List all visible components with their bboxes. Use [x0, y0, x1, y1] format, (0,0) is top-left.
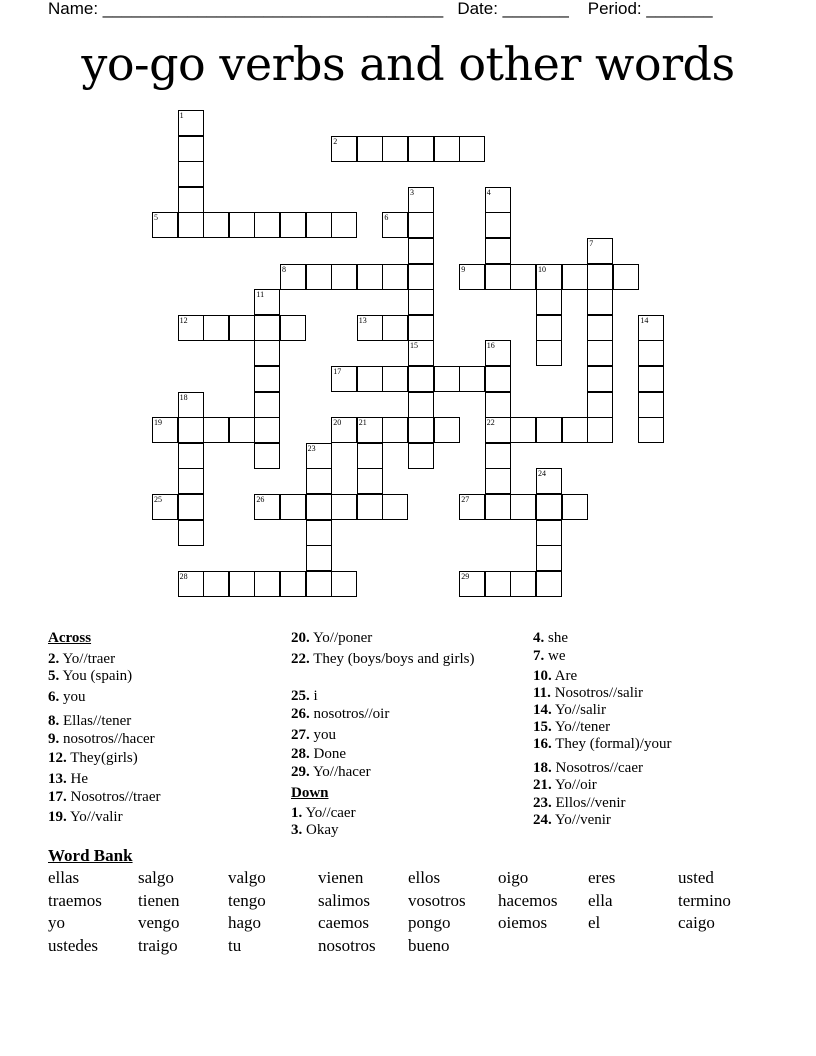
crossword-cell[interactable]	[357, 264, 383, 290]
clue-number: 6.	[48, 689, 60, 705]
crossword-cell[interactable]	[408, 238, 434, 264]
crossword-cell[interactable]	[459, 136, 485, 162]
crossword-cell[interactable]	[254, 443, 280, 469]
across-clue	[291, 706, 521, 723]
crossword-cell[interactable]	[459, 494, 485, 520]
crossword-cell[interactable]	[408, 443, 434, 469]
crossword-cell[interactable]	[536, 545, 562, 571]
crossword-cell[interactable]	[510, 264, 536, 290]
across-clue	[48, 668, 278, 685]
crossword-cell[interactable]	[203, 417, 229, 443]
clue-text: she	[544, 630, 568, 646]
crossword-cell[interactable]	[587, 417, 613, 443]
crossword-cell[interactable]	[408, 366, 434, 392]
crossword-cell[interactable]	[152, 494, 178, 520]
word-bank-word: vengo	[138, 913, 180, 932]
crossword-cell[interactable]	[638, 340, 664, 366]
word-bank-word: salgo	[138, 868, 174, 887]
across-clue	[291, 746, 521, 763]
crossword-cell[interactable]	[306, 545, 332, 571]
word-bank-word: valgo	[228, 868, 266, 887]
crossword-cell[interactable]	[203, 571, 229, 597]
crossword-cell[interactable]	[178, 520, 204, 546]
cell-number: 7	[589, 239, 594, 248]
clue-text: Nosotros//caer	[551, 760, 643, 776]
clue-text: Nosotros//salir	[550, 685, 644, 701]
word-bank-word: pongo	[408, 913, 451, 932]
crossword-cell[interactable]	[613, 264, 639, 290]
cell-number: 12	[179, 315, 188, 325]
word-bank-word: el	[588, 913, 601, 932]
cell-number: 6	[384, 213, 389, 223]
crossword-cell[interactable]	[306, 494, 332, 520]
crossword-cell[interactable]	[638, 315, 664, 341]
clue-text: Yo//valir	[66, 809, 123, 825]
crossword-cell[interactable]	[152, 417, 178, 443]
clue-text: Yo//traer	[59, 651, 116, 667]
clue-number: 8.	[48, 713, 60, 729]
crossword-cell[interactable]	[331, 417, 357, 443]
crossword-cell[interactable]	[254, 366, 280, 392]
clue-text: They (boys/boys and girls)	[309, 651, 475, 667]
cell-number: 13	[358, 315, 367, 325]
word-bank-word: nosotros	[318, 936, 376, 955]
word-bank-word: traemos	[48, 891, 102, 910]
across-clue	[48, 651, 278, 668]
crossword-cell[interactable]	[178, 187, 204, 213]
crossword-cell[interactable]	[408, 289, 434, 315]
crossword-cell[interactable]	[229, 315, 255, 341]
clue-text: Yo//caer	[302, 805, 356, 821]
cell-number: 4	[486, 187, 491, 197]
clue-text: Done	[309, 746, 346, 762]
clue-number: 15.	[533, 719, 552, 735]
word-bank-word: bueno	[408, 936, 450, 955]
crossword-cell[interactable]	[382, 212, 408, 238]
cell-number: 3	[410, 187, 414, 197]
crossword-cell[interactable]	[357, 494, 383, 520]
word-bank-word: oiemos	[498, 913, 548, 932]
crossword-cell[interactable]	[408, 212, 434, 238]
clue-number: 4.	[533, 630, 545, 646]
clue-number: 19.	[48, 809, 67, 825]
word-bank-word: termino	[678, 891, 731, 910]
cell-number: 26	[256, 495, 265, 504]
cell-number: 1	[179, 111, 184, 120]
crossword-cell[interactable]	[510, 494, 536, 520]
crossword-cell[interactable]	[178, 417, 204, 443]
crossword-cell[interactable]	[382, 315, 408, 341]
crossword-cell[interactable]	[178, 110, 204, 136]
clue-number: 17.	[48, 789, 67, 805]
word-bank-word: tu	[228, 936, 242, 955]
word-bank-word: caemos	[318, 913, 369, 932]
across-clue	[48, 750, 278, 767]
clue-text: Yo//oir	[551, 777, 597, 793]
crossword-cell[interactable]	[254, 212, 280, 238]
clue-number: 24.	[533, 812, 552, 828]
clue-text: nosotros//hacer	[59, 731, 155, 747]
clue-text: Ellos//venir	[551, 795, 626, 811]
cell-number: 2	[333, 136, 338, 146]
crossword-cell[interactable]	[562, 494, 588, 520]
word-bank-word: vienen	[318, 868, 364, 887]
crossword-cell[interactable]	[536, 520, 562, 546]
crossword-cell[interactable]	[357, 315, 383, 341]
crossword-cell[interactable]	[382, 417, 408, 443]
crossword-cell[interactable]	[306, 468, 332, 494]
cell-number: 22	[486, 418, 495, 428]
clue-text: Nosotros//traer	[66, 789, 161, 805]
crossword-cell[interactable]	[178, 315, 204, 341]
down-clue	[533, 795, 763, 812]
word-bank-word: ella	[588, 891, 613, 910]
crossword-cell[interactable]	[331, 571, 357, 597]
across-clue	[291, 764, 521, 781]
down-clue	[533, 630, 763, 647]
crossword-cell[interactable]	[203, 212, 229, 238]
crossword-cell[interactable]	[306, 212, 332, 238]
crossword-cell[interactable]	[459, 366, 485, 392]
cell-number: 8	[282, 264, 286, 274]
down-clue	[533, 719, 763, 736]
crossword-cell[interactable]	[536, 289, 562, 315]
clue-number: 18.	[533, 760, 552, 776]
crossword-cell[interactable]	[408, 264, 434, 290]
word-bank-word: hago	[228, 913, 262, 932]
crossword-cell[interactable]	[254, 289, 280, 315]
crossword-cell[interactable]	[408, 187, 434, 213]
crossword-cell[interactable]	[178, 212, 204, 238]
word-bank-word: salimos	[318, 891, 370, 910]
word-bank-word: usted	[678, 868, 714, 887]
page-title: yo-go verbs and other words	[81, 37, 735, 91]
clue-number: 9.	[48, 731, 60, 747]
crossword-cell[interactable]	[485, 340, 511, 366]
cell-number: 10	[538, 264, 546, 274]
clue-number: 10.	[533, 668, 552, 684]
crossword-cell[interactable]	[331, 136, 357, 162]
crossword-cell[interactable]	[357, 443, 383, 469]
crossword-cell[interactable]	[638, 366, 664, 392]
clue-text: Okay	[302, 822, 339, 838]
crossword-cell[interactable]	[587, 392, 613, 418]
crossword-cell[interactable]	[178, 161, 204, 187]
down-clue	[291, 805, 521, 822]
crossword-cell[interactable]	[408, 340, 434, 366]
crossword-cell[interactable]	[254, 392, 280, 418]
crossword-cell[interactable]	[306, 571, 332, 597]
clue-number: 7.	[533, 648, 545, 664]
crossword-cell[interactable]	[306, 264, 332, 290]
word-bank-word: ellas	[48, 868, 80, 887]
cell-number: 28	[179, 571, 188, 581]
crossword-cell[interactable]	[587, 366, 613, 392]
crossword-cell[interactable]	[254, 340, 280, 366]
down-clue	[533, 702, 763, 719]
crossword-cell[interactable]	[408, 315, 434, 341]
crossword-cell[interactable]	[306, 443, 332, 469]
across-clue	[291, 688, 521, 705]
across-clue	[48, 789, 278, 806]
clue-text: nosotros//oir	[309, 706, 390, 722]
crossword-cell[interactable]	[229, 212, 255, 238]
crossword-cell[interactable]	[178, 392, 204, 418]
crossword-cell[interactable]	[536, 264, 562, 290]
word-bank-word: traigo	[138, 936, 178, 955]
crossword-cell[interactable]	[357, 366, 383, 392]
down-clue	[533, 812, 763, 829]
crossword-cell[interactable]	[587, 289, 613, 315]
clue-text: Yo//venir	[551, 812, 611, 828]
crossword-cell[interactable]	[587, 264, 613, 290]
crossword-cell[interactable]	[382, 264, 408, 290]
clue-number: 12.	[48, 750, 67, 766]
clue-text: Yo//hacer	[309, 764, 371, 780]
down-clue	[533, 760, 763, 777]
crossword-cell[interactable]	[178, 494, 204, 520]
cell-number: 9	[461, 264, 466, 274]
clue-number: 13.	[48, 771, 67, 787]
crossword-cell[interactable]	[357, 417, 383, 443]
clue-number: 26.	[291, 706, 310, 722]
clue-number: 27.	[291, 727, 310, 743]
word-bank-word: caigo	[678, 913, 715, 932]
crossword-cell[interactable]	[587, 238, 613, 264]
crossword-cell[interactable]	[382, 366, 408, 392]
clue-number: 20.	[291, 630, 310, 646]
down-clue	[533, 736, 763, 753]
crossword-cell[interactable]	[562, 417, 588, 443]
clue-number: 29.	[291, 764, 310, 780]
crossword-cell[interactable]	[152, 212, 178, 238]
crossword-cell[interactable]	[280, 315, 306, 341]
crossword-cell[interactable]	[434, 366, 460, 392]
word-bank-word: tienen	[138, 891, 180, 910]
clue-number: 25.	[291, 688, 310, 704]
clue-number: 2.	[48, 651, 60, 667]
cell-number: 11	[256, 290, 265, 300]
crossword-cell[interactable]	[485, 238, 511, 264]
crossword-cell[interactable]	[434, 136, 460, 162]
clue-text: you	[59, 689, 86, 705]
across-clue	[291, 727, 521, 744]
crossword-cell[interactable]	[638, 417, 664, 443]
crossword-cell[interactable]	[408, 392, 434, 418]
crossword-cell[interactable]	[485, 212, 511, 238]
crossword-cell[interactable]	[203, 315, 229, 341]
clue-text: Yo//poner	[309, 630, 373, 646]
crossword-cell[interactable]	[408, 417, 434, 443]
clue-number: 11.	[533, 685, 551, 701]
crossword-cell[interactable]	[280, 494, 306, 520]
across-clue	[48, 809, 278, 826]
clue-text: Ellas//tener	[59, 713, 132, 729]
cell-number: 18	[179, 392, 188, 402]
word-bank-word: oigo	[498, 868, 529, 887]
crossword-cell[interactable]	[536, 340, 562, 366]
clue-text: They(girls)	[66, 750, 138, 766]
crossword-cell[interactable]	[485, 494, 511, 520]
crossword-cell[interactable]	[357, 468, 383, 494]
crossword-cell[interactable]	[331, 212, 357, 238]
crossword-cell[interactable]	[331, 264, 357, 290]
across-clue	[48, 713, 278, 730]
cell-number: 21	[358, 418, 367, 428]
clue-text: you	[309, 727, 336, 743]
cell-number: 16	[486, 341, 495, 351]
word-bank-word: ellos	[408, 868, 441, 887]
crossword-cell[interactable]	[178, 443, 204, 469]
crossword-cell[interactable]	[536, 417, 562, 443]
cell-number: 15	[410, 341, 418, 351]
crossword-cell[interactable]	[459, 571, 485, 597]
word-bank-word: eres	[588, 868, 616, 887]
crossword-cell[interactable]	[280, 264, 306, 290]
crossword-cell[interactable]	[280, 212, 306, 238]
crossword-cell[interactable]	[485, 417, 511, 443]
clue-number: 22.	[291, 651, 310, 667]
down-heading: Down	[291, 785, 329, 801]
across-clue	[48, 731, 278, 748]
down-clue	[533, 648, 763, 665]
word-bank-word: vosotros	[408, 891, 466, 910]
crossword-cell[interactable]	[485, 264, 511, 290]
clue-text: He	[66, 771, 88, 787]
clue-number: 16.	[533, 736, 552, 752]
crossword-cell[interactable]	[562, 264, 588, 290]
crossword-cell[interactable]	[536, 315, 562, 341]
cell-number: 19	[154, 418, 162, 428]
clue-text: we	[544, 648, 566, 664]
crossword-cell[interactable]	[280, 571, 306, 597]
crossword-cell[interactable]	[485, 392, 511, 418]
crossword-cell[interactable]	[306, 520, 332, 546]
crossword-cell[interactable]	[536, 571, 562, 597]
cell-number: 14	[640, 315, 649, 325]
word-bank-word: hacemos	[498, 891, 558, 910]
crossword-cell[interactable]	[536, 494, 562, 520]
clue-number: 23.	[533, 795, 552, 811]
crossword-cell[interactable]	[485, 443, 511, 469]
word-bank-word: tengo	[228, 891, 266, 910]
crossword-cell[interactable]	[178, 571, 204, 597]
crossword-cell[interactable]	[485, 187, 511, 213]
word-bank-word: ustedes	[48, 936, 99, 955]
clue-number: 5.	[48, 668, 60, 684]
crossword-cell[interactable]	[382, 136, 408, 162]
clue-text: You (spain)	[59, 668, 133, 684]
clue-text: i	[309, 688, 318, 704]
word-bank-heading: Word Bank	[48, 846, 133, 865]
cell-number: 24	[538, 469, 546, 479]
clue-number: 28.	[291, 746, 310, 762]
clue-number: 14.	[533, 702, 552, 718]
crossword-cell[interactable]	[510, 417, 536, 443]
cell-number: 29	[461, 571, 470, 581]
crossword-cell[interactable]	[357, 136, 383, 162]
crossword-cell[interactable]	[331, 366, 357, 392]
crossword-cell[interactable]	[485, 468, 511, 494]
cell-number: 20	[333, 418, 342, 428]
crossword-cell[interactable]	[638, 392, 664, 418]
clue-text: Yo//tener	[551, 719, 611, 735]
clue-text: Are	[551, 668, 578, 684]
crossword-cell[interactable]	[510, 571, 536, 597]
crossword-cell[interactable]	[434, 417, 460, 443]
crossword-cell[interactable]	[459, 264, 485, 290]
crossword-cell[interactable]	[254, 494, 280, 520]
crossword-cell[interactable]	[254, 315, 280, 341]
crossword-cell[interactable]	[178, 468, 204, 494]
cell-number: 23	[307, 443, 316, 453]
clue-text: Yo//salir	[551, 702, 606, 718]
crossword-cell[interactable]	[536, 468, 562, 494]
crossword-cell[interactable]	[587, 340, 613, 366]
crossword-cell[interactable]	[178, 136, 204, 162]
clue-number: 1.	[291, 805, 303, 821]
down-clue	[533, 668, 763, 685]
crossword-cell[interactable]	[229, 417, 255, 443]
clue-text: They (formal)/your	[551, 736, 672, 752]
cell-number: 5	[154, 213, 158, 223]
crossword-cell[interactable]	[254, 417, 280, 443]
down-clue	[291, 822, 521, 839]
word-bank-word: yo	[48, 913, 65, 932]
across-clue	[48, 689, 278, 706]
across-clue	[291, 651, 521, 668]
crossword-cell[interactable]	[485, 366, 511, 392]
crossword-cell[interactable]	[587, 315, 613, 341]
crossword-cell[interactable]	[382, 494, 408, 520]
cell-number: 25	[154, 495, 162, 504]
clue-number: 3.	[291, 822, 303, 838]
header-line: Name: ____________________________________ Date: _______ Period: _______	[48, 0, 713, 18]
down-clue	[533, 685, 763, 702]
crossword-cell[interactable]	[485, 571, 511, 597]
cell-number: 27	[461, 495, 470, 504]
crossword-cell[interactable]	[408, 136, 434, 162]
down-clue	[533, 777, 763, 794]
across-heading: Across	[48, 630, 92, 646]
cell-number: 17	[333, 367, 342, 376]
crossword-cell[interactable]	[229, 571, 255, 597]
crossword-cell[interactable]	[254, 571, 280, 597]
across-clue	[48, 771, 278, 788]
across-clue	[291, 630, 521, 647]
crossword-cell[interactable]	[331, 494, 357, 520]
clue-number: 21.	[533, 777, 552, 793]
